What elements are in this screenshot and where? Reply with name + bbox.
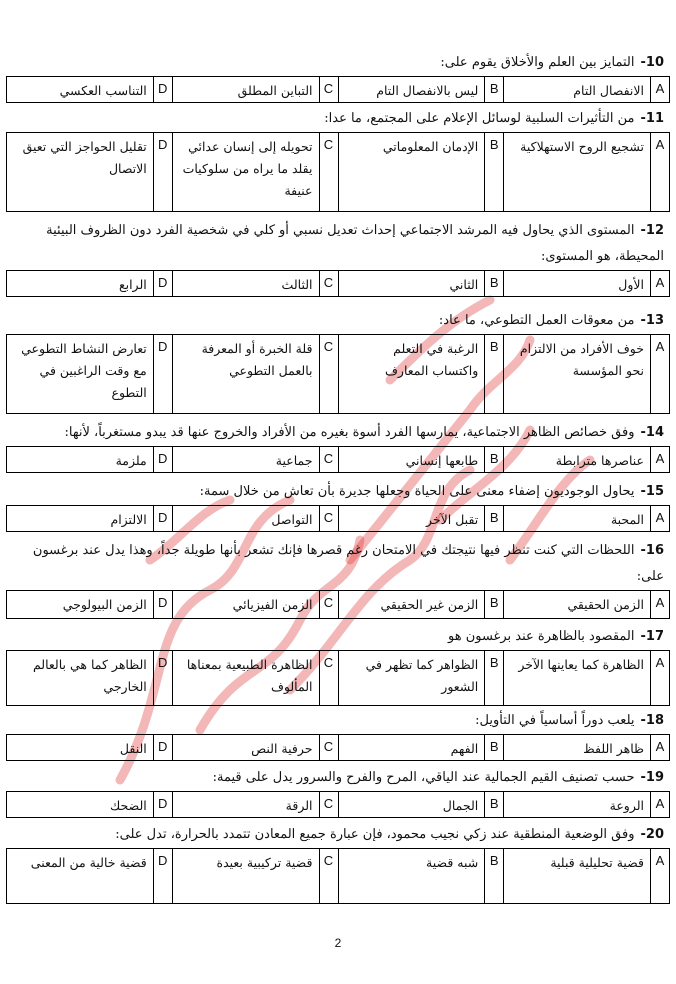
- option-letter: C: [319, 447, 338, 472]
- option-c[interactable]: [172, 506, 338, 531]
- option-text: الظواهر كما تظهر في الشعور: [365, 657, 479, 694]
- option-letter: A: [650, 77, 669, 102]
- option-b[interactable]: [338, 849, 504, 903]
- option-text: خوف الأفراد من الالتزام نحو المؤسسة: [519, 341, 644, 378]
- question-number: 20-: [640, 827, 664, 842]
- question-text: اللحظات التي كنت تنظر فيها نتيجتك في الامتحان رغم قصرها فإنك تشعر بأنها طويلة جداً، وهذا يدل عند برغسون على:: [32, 543, 664, 584]
- option-text: طابعها إنساني: [405, 453, 479, 468]
- question-stem: [6, 479, 670, 505]
- question-stem: [6, 765, 670, 791]
- option-a[interactable]: [503, 447, 669, 472]
- option-letter: A: [650, 735, 669, 760]
- option-letter: B: [484, 506, 503, 531]
- option-text: ملزمة: [115, 453, 147, 468]
- option-letter: C: [319, 651, 338, 705]
- option-b[interactable]: [338, 792, 504, 817]
- option-letter: A: [650, 792, 669, 817]
- options-row: [6, 848, 670, 904]
- option-text: جماعية: [275, 453, 313, 468]
- question-20: [6, 822, 670, 904]
- option-text: الثالث: [281, 277, 313, 292]
- option-a[interactable]: [503, 271, 669, 296]
- question-number: 12-: [640, 223, 664, 238]
- option-text: قضية تركيبية بعيدة: [216, 855, 313, 870]
- option-text: الالتزام: [110, 512, 147, 527]
- option-letter: B: [484, 651, 503, 705]
- option-letter: A: [650, 271, 669, 296]
- option-letter: D: [153, 77, 172, 102]
- question-number: 16-: [640, 543, 664, 558]
- question-text: يحاول الوجوديون إضفاء معنى على الحياة وجعلها جديرة بأن تعاش من خلال سمة:: [199, 484, 635, 499]
- options-row: [6, 334, 670, 414]
- option-b[interactable]: [338, 651, 504, 705]
- option-b[interactable]: [338, 506, 504, 531]
- option-text: حرفية النص: [251, 741, 313, 756]
- option-letter: B: [484, 77, 503, 102]
- option-b[interactable]: [338, 735, 504, 760]
- question-stem: [6, 218, 670, 270]
- question-stem: [6, 822, 670, 848]
- option-d[interactable]: [7, 506, 172, 531]
- question-number: 11-: [640, 111, 664, 126]
- option-text: النقل: [119, 741, 147, 756]
- option-c[interactable]: [172, 271, 338, 296]
- question-14: [6, 420, 670, 473]
- question-number: 14-: [640, 425, 664, 440]
- option-c[interactable]: [172, 77, 338, 102]
- question-11: [6, 106, 670, 212]
- option-letter: B: [484, 849, 503, 903]
- option-text: الزمن الحقيقي: [567, 597, 644, 612]
- option-letter: A: [650, 447, 669, 472]
- question-stem: [6, 538, 670, 590]
- option-letter: C: [319, 77, 338, 102]
- option-letter: B: [484, 271, 503, 296]
- question-stem: [6, 624, 670, 650]
- option-a[interactable]: [503, 735, 669, 760]
- option-d[interactable]: [7, 447, 172, 472]
- option-text: الروعة: [609, 798, 644, 813]
- option-letter: D: [153, 792, 172, 817]
- option-text: التباين المطلق: [237, 83, 313, 98]
- question-number: 18-: [640, 713, 664, 728]
- question-12: [6, 218, 670, 297]
- option-text: الجمال: [442, 798, 479, 813]
- option-text: التواصل: [271, 512, 313, 527]
- option-c[interactable]: [172, 335, 338, 413]
- option-d[interactable]: [7, 591, 172, 618]
- options-row: [6, 505, 670, 532]
- option-letter: A: [650, 506, 669, 531]
- question-13: [6, 308, 670, 414]
- option-text: ظاهر اللفظ: [583, 741, 644, 756]
- question-text: المستوى الذي يحاول فيه المرشد الاجتماعي إحداث تعديل نسبي أو كلي في شخصية الفرد دون الظروف البيئية المحيطة، هو المستوى:: [46, 223, 664, 264]
- option-b[interactable]: [338, 447, 504, 472]
- option-letter: C: [319, 849, 338, 903]
- option-letter: D: [153, 506, 172, 531]
- option-d[interactable]: [7, 77, 172, 102]
- option-c[interactable]: [172, 735, 338, 760]
- question-stem: [6, 308, 670, 334]
- option-letter: C: [319, 335, 338, 413]
- options-row: [6, 734, 670, 761]
- question-17: [6, 624, 670, 706]
- question-18: [6, 708, 670, 761]
- option-text: الزمن غير الحقيقي: [380, 597, 479, 612]
- question-number: 17-: [640, 629, 664, 644]
- question-stem: [6, 708, 670, 734]
- option-c[interactable]: [172, 447, 338, 472]
- option-d[interactable]: [7, 651, 172, 705]
- question-stem: [6, 106, 670, 132]
- option-letter: B: [484, 133, 503, 211]
- option-letter: A: [650, 133, 669, 211]
- option-text: الظاهر كما هي بالعالم الخارجي: [32, 657, 147, 694]
- question-text: من معوقات العمل التطوعي، ما عاد:: [438, 313, 635, 328]
- option-b[interactable]: [338, 77, 504, 102]
- page-number: 2: [334, 936, 342, 950]
- option-d[interactable]: [7, 792, 172, 817]
- question-stem: [6, 50, 670, 76]
- option-c[interactable]: [172, 849, 338, 903]
- option-b[interactable]: [338, 133, 504, 211]
- option-c[interactable]: [172, 792, 338, 817]
- option-text: ليس بالانفصال التام: [376, 83, 479, 98]
- option-d[interactable]: [7, 849, 172, 903]
- option-text: تقليل الحواجز التي تعيق الاتصال: [22, 139, 147, 176]
- option-letter: A: [650, 335, 669, 413]
- options-row: [6, 446, 670, 473]
- option-letter: D: [153, 591, 172, 618]
- options-row: [6, 791, 670, 818]
- option-b[interactable]: [338, 591, 504, 618]
- options-row: [6, 650, 670, 706]
- options-row: [6, 76, 670, 103]
- option-text: قضية تحليلية قبلية: [550, 855, 644, 870]
- option-letter: A: [650, 591, 669, 618]
- option-d[interactable]: [7, 133, 172, 211]
- option-text: الزمن البيولوجي: [62, 597, 147, 612]
- question-19: [6, 765, 670, 818]
- question-number: 13-: [640, 313, 664, 328]
- option-text: الرابع: [118, 277, 147, 292]
- option-text: قلة الخبرة أو المعرفة بالعمل التطوعي: [201, 341, 313, 378]
- question-text: يلعب دوراً أساسياً في التأويل:: [475, 713, 635, 728]
- option-letter: C: [319, 735, 338, 760]
- option-letter: A: [650, 849, 669, 903]
- question-stem: [6, 420, 670, 446]
- option-letter: C: [319, 133, 338, 211]
- option-text: الظاهرة كما يعاينها الآخر: [518, 657, 644, 672]
- option-c[interactable]: [172, 651, 338, 705]
- option-text: الانفصال التام: [573, 83, 644, 98]
- option-letter: B: [484, 591, 503, 618]
- question-number: 10-: [640, 55, 664, 70]
- option-letter: C: [319, 591, 338, 618]
- option-text: الظاهرة الطبيعية بمعناها المألوف: [186, 657, 313, 694]
- option-letter: B: [484, 447, 503, 472]
- option-text: تعارض النشاط التطوعي مع وقت الراغبين في التطوع: [21, 341, 147, 400]
- option-letter: C: [319, 271, 338, 296]
- option-letter: D: [153, 271, 172, 296]
- option-text: المحبة: [610, 512, 644, 527]
- question-text: وفق الوضعية المنطقية عند زكي نجيب محمود، فإن عبارة جميع المعادن تتمدد بالحرارة، تدل على:: [115, 827, 635, 842]
- option-b[interactable]: [338, 271, 504, 296]
- option-letter: C: [319, 792, 338, 817]
- option-b[interactable]: [338, 335, 504, 413]
- option-a[interactable]: [503, 792, 669, 817]
- option-text: التناسب العكسي: [59, 83, 147, 98]
- option-letter: B: [484, 735, 503, 760]
- options-row: [6, 132, 670, 212]
- question-text: التمايز بين العلم والأخلاق يقوم على:: [440, 55, 635, 70]
- option-text: الثاني: [449, 277, 479, 292]
- option-c[interactable]: [172, 133, 338, 211]
- option-text: تشجيع الروح الاستهلاكية: [520, 139, 644, 154]
- option-text: تقبل الآخر: [426, 512, 479, 527]
- options-row: [6, 590, 670, 619]
- option-a[interactable]: [503, 651, 669, 705]
- option-a[interactable]: [503, 591, 669, 618]
- option-text: الأول: [618, 277, 644, 292]
- option-text: الضحك: [110, 798, 147, 813]
- question-16: [6, 538, 670, 619]
- option-letter: D: [153, 735, 172, 760]
- option-letter: D: [153, 335, 172, 413]
- option-a[interactable]: [503, 335, 669, 413]
- option-text: الزمن الفيزيائي: [232, 597, 313, 612]
- option-a[interactable]: [503, 77, 669, 102]
- option-letter: C: [319, 506, 338, 531]
- question-15: [6, 479, 670, 532]
- option-letter: B: [484, 335, 503, 413]
- option-a[interactable]: [503, 849, 669, 903]
- question-number: 15-: [640, 484, 664, 499]
- option-letter: A: [650, 651, 669, 705]
- option-letter: B: [484, 792, 503, 817]
- option-letter: D: [153, 133, 172, 211]
- option-a[interactable]: [503, 506, 669, 531]
- option-a[interactable]: [503, 133, 669, 211]
- question-10: [6, 50, 670, 103]
- question-text: وفق خصائص الظاهر الاجتماعية، يمارسها الفرد أسوة بغيره من الأفراد والخروج عنها قد يبدو مستغرباً، لأنها:: [64, 425, 635, 440]
- option-d[interactable]: [7, 271, 172, 296]
- options-row: [6, 270, 670, 297]
- option-text: الفهم: [450, 741, 479, 756]
- question-text: المقصود بالظاهرة عند برغسون هو: [447, 629, 635, 644]
- option-text: الرقة: [285, 798, 313, 813]
- option-text: شبه قضية: [426, 855, 479, 870]
- option-text: الرغبة في التعلم واكتساب المعارف: [384, 341, 479, 378]
- option-d[interactable]: [7, 335, 172, 413]
- option-letter: D: [153, 849, 172, 903]
- option-c[interactable]: [172, 591, 338, 618]
- option-text: تحويله إلى إنسان عدائي يقلد ما يراه من سلوكيات عنيفة: [182, 139, 313, 198]
- option-text: قضية خالية من المعنى: [30, 855, 147, 870]
- question-text: حسب تصنيف القيم الجمالية عند الياقي، المرح والفرح والسرور يدل على قيمة:: [212, 770, 635, 785]
- question-text: من التأثيرات السلبية لوسائل الإعلام على المجتمع، ما عدا:: [324, 111, 635, 126]
- option-d[interactable]: [7, 735, 172, 760]
- option-text: الإدمان المعلوماتي: [382, 139, 479, 154]
- option-letter: D: [153, 447, 172, 472]
- option-letter: D: [153, 651, 172, 705]
- option-text: عناصرها مترابطة: [555, 453, 644, 468]
- question-number: 19-: [640, 770, 664, 785]
